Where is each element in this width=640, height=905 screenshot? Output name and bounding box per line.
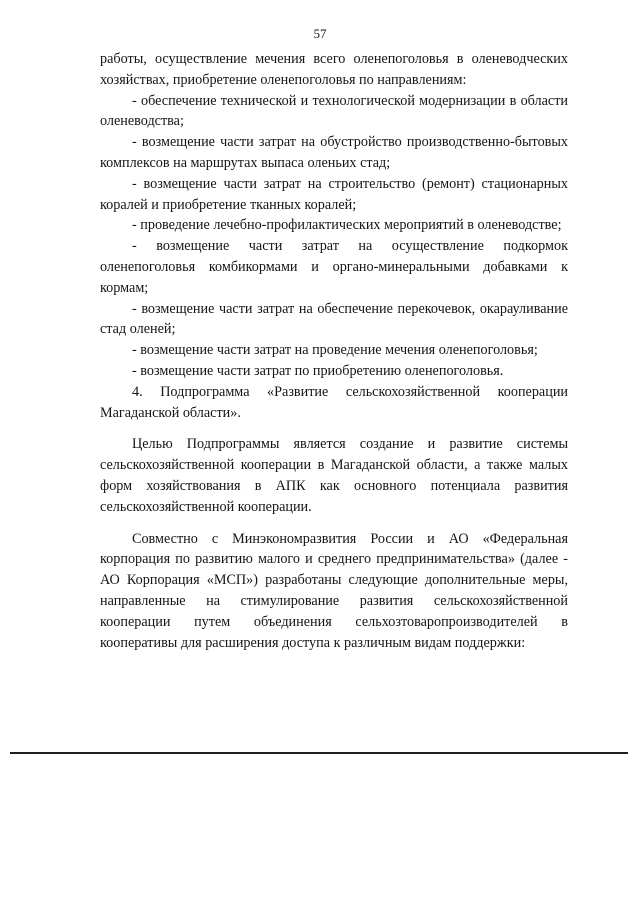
list-item-veterinary: - проведение лечебно-профилактических мероприятий в оленеводстве; <box>132 217 562 234</box>
list-item-modernization: - обеспечение технической и технологической модернизации в области оленеводства; <box>100 92 568 130</box>
subprogram-heading: 4. Подпрограмма «Развитие сельскохозяйственной кооперации Магаданской области». <box>100 383 568 421</box>
footer-divider <box>10 752 628 754</box>
list-item-migration: - возмещение части затрат на обеспечение перекочевок, окарауливание стад оленей; <box>100 300 568 338</box>
page-number: 57 <box>313 26 327 41</box>
paragraph-goal: Целью Подпрограммы является создание и развитие системы сельскохозяйственной кооперации в Магаданской области, а также малых форм хозяйствования в АПК как основного потенциала развития сельскохозяйственной кооперации. <box>100 436 568 515</box>
list-item-marking: - возмещение части затрат на проведение мечения оленепоголовья; <box>132 342 538 359</box>
list-item-corrals: - возмещение части затрат на строительство (ремонт) стационарных коралей и приобретение тканных коралей; <box>100 175 568 213</box>
list-item-acquisition: - возмещение части затрат по приобретению оленепоголовья. <box>132 362 504 379</box>
list-item-housing-complexes: - возмещение части затрат на обустройство производственно-бытовых комплексов на маршрутах выпаса оленьих стад; <box>100 134 568 171</box>
paragraph-measures: Совместно с Минэкономразвития России и АО «Федеральная корпорация по развитию малого и среднего предпринимательства» (далее - АО Корпорация «МСП») разработаны следующие дополнительные меры, направленные на стимулирование развития сельскохозяйственной кооперации путем объединения сельхозтоваропроизводителей в кооперативы для расширения доступа к различным видам поддержки: <box>100 530 568 651</box>
paragraph-intro-continuation: работы, осуществление мечения всего оленепоголовья в оленеводческих хозяйствах, приобретение оленепоголовья по направлениям: <box>100 51 568 88</box>
list-item-feeding: - возмещение части затрат на осуществление подкормок оленепоголовья комбикормами и органо-минеральными добавками к кормам; <box>100 238 568 296</box>
document-body <box>100 49 568 653</box>
